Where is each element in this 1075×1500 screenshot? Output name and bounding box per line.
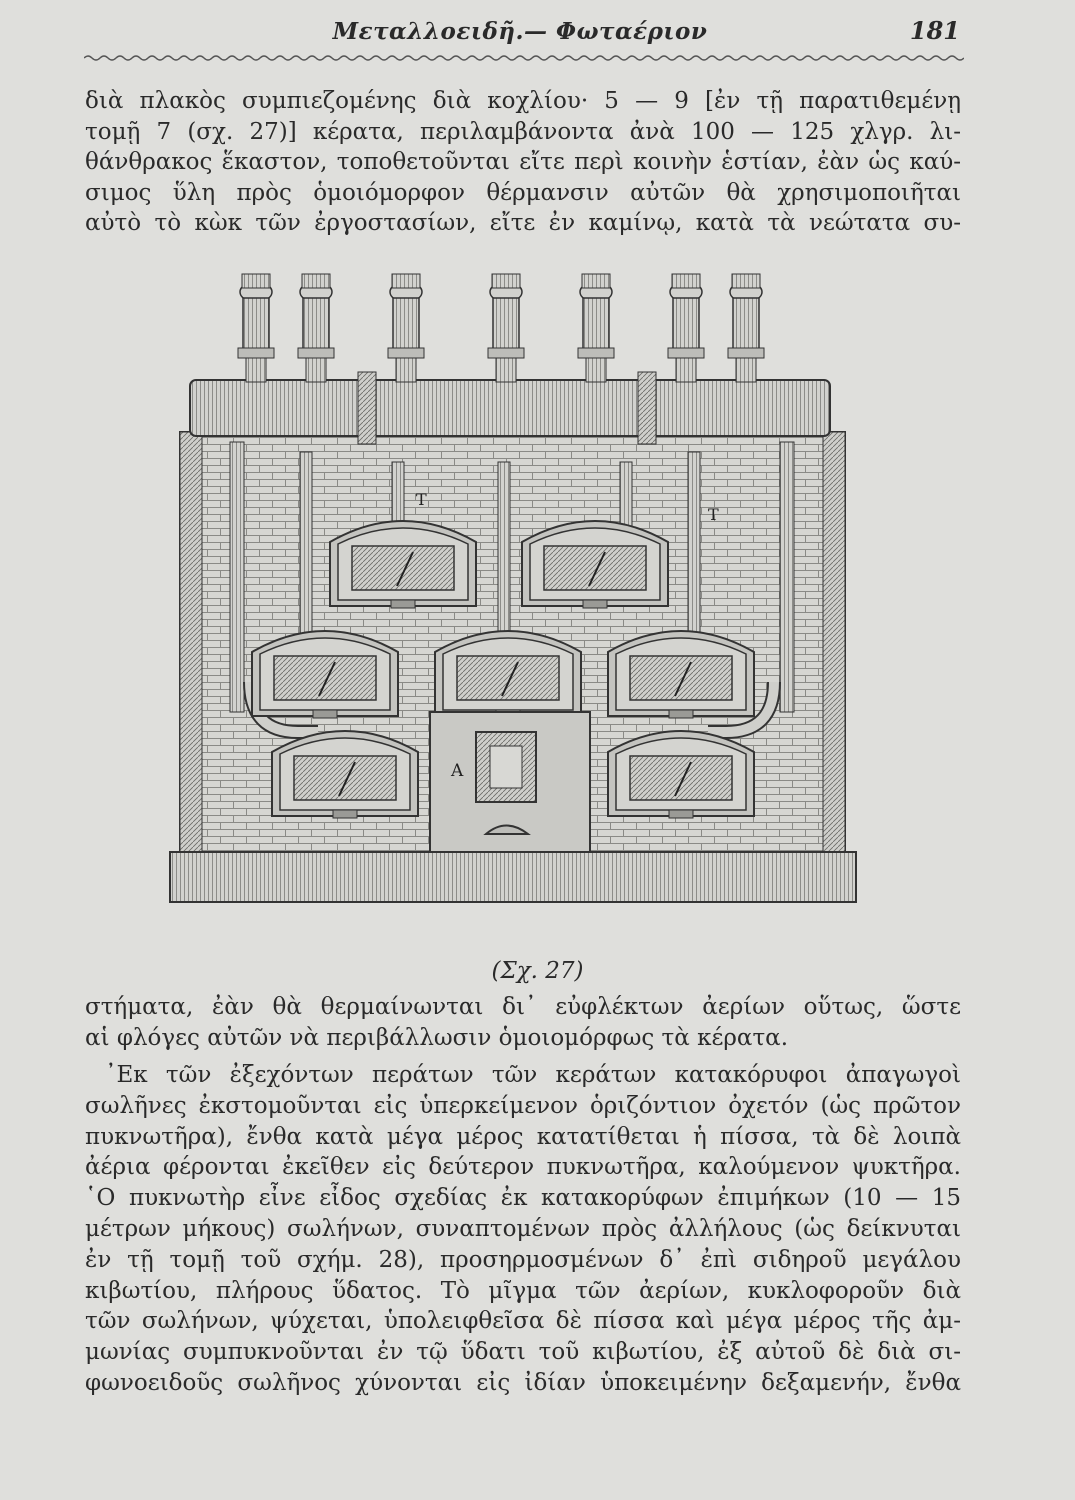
text-line: στήματα, ἐὰν θὰ θερμαίνωνται δι᾽ εὐφλέκτων ἀερίων οὕτως, ὥστε (85, 994, 961, 1020)
text-line: ἀέρια φέρονται ἐκεῖθεν εἰς δεύτερον πυκνωτῆρα, καλούμενον ψυκτῆρα. (85, 1154, 961, 1181)
figure-label-a: A (451, 761, 464, 781)
retort-door (435, 631, 581, 718)
text-line: μέτρων μήκους) σωλήνων, συναπτομένων πρὸς ἀλλήλους (ὡς δείκνυται (85, 1215, 961, 1242)
text-line: πυκνωτῆρα), ἔνθα κατὰ μέγα μέρος κατατίθεται ἡ πίσσα, τὰ δὲ λοιπὰ (85, 1123, 961, 1150)
standpipe (388, 274, 424, 382)
retort-door (252, 631, 398, 718)
header-rule (84, 52, 964, 64)
figure-label-t-left: T (416, 490, 427, 509)
page-header (80, 14, 960, 54)
text-line: διὰ πλακὸς συμπιεζομένης διὰ κοχλίου· 5 — 9 [ἐν τῇ παρατιθεμένῃ (85, 88, 961, 114)
text-line: κιβωτίου, πλήρους ὕδατος. Τὸ μῖγμα τῶν ἀερίων, κυκλοφοροῦν διὰ (85, 1277, 961, 1304)
text-line: αὐτὸ τὸ κὼκ τῶν ἐργοστασίων, εἴτε ἐν καμίνῳ, κατὰ τὰ νεώτατα συ- (85, 210, 961, 236)
standpipes (238, 274, 764, 382)
standpipe (728, 274, 764, 382)
text-line: αἱ φλόγες αὐτῶν νὰ περιβάλλωσιν ὁμοιομόρφως τὰ κέρατα. (85, 1024, 789, 1051)
retort-furnace-illustration (168, 262, 858, 942)
text-line: τομῇ 7 (σχ. 27)] κέρατα, περιλαμβάνοντα ἀνὰ 100 — 125 χλγρ. λι- (85, 118, 961, 145)
text-line: τῶν σωλήνων, ψύχεται, ὑπολειφθεῖσα δὲ πίσσα καὶ μέγα μέρος τῆς ἀμ- (85, 1308, 961, 1335)
standpipe (668, 274, 704, 382)
paragraph-top (85, 86, 961, 239)
text-line: σωλῆνες ἐκστομοῦνται εἰς ὑπερκείμενον ὁριζόντιον ὀχετόν (ὡς πρῶτον (85, 1092, 961, 1119)
retort-door (608, 731, 754, 818)
text-line: ἐν τῇ τομῇ τοῦ σχήμ. 28), προσηρμοσμένων δ᾽ ἐπὶ σιδηροῦ μεγάλου (85, 1246, 961, 1273)
figure-label-t-right: T (708, 505, 719, 524)
retort-door (330, 521, 476, 608)
running-head: Μεταλλοειδῆ.— Φωταέριον (332, 18, 708, 45)
text-line: ῾Ο πυκνωτὴρ εἶνε εἶδος σχεδίας ἐκ κατακορύφων ἐπιμήκων (10 — 15 (85, 1185, 961, 1212)
text-line: θάνθρακος ἕκαστον, τοποθετοῦνται εἴτε περὶ κοινὴν ἑστίαν, ἐὰν ὡς καύ- (85, 149, 961, 175)
paragraph-bottom (85, 1060, 961, 1399)
text-line: φωνοειδοῦς σωλῆνος χύνονται εἰς ἰδίαν ὑποκειμένην δεξαμενήν, ἔνθα (85, 1369, 961, 1396)
retort-door (608, 631, 754, 718)
retort-door (522, 521, 668, 608)
standpipe (238, 274, 274, 382)
text-line: μωνίας συμπυκνοῦνται ἐν τῷ ὕδατι τοῦ κιβωτίου, ἐξ αὐτοῦ δὲ διὰ σι- (85, 1339, 961, 1366)
standpipe (488, 274, 524, 382)
paragraph-mid (85, 992, 961, 1053)
figure-caption: (Σχ. 27) (491, 958, 584, 984)
text-line: ᾽Εκ τῶν ἐξεχόντων περάτων τῶν κεράτων κατακόρυφοι ἀπαγωγοὶ (105, 1062, 961, 1088)
page-number: 181 (909, 16, 960, 45)
standpipe (298, 274, 334, 382)
retort-door (272, 731, 418, 818)
standpipe (578, 274, 614, 382)
text-line: σιμος ὕλη πρὸς ὁμοιόμορφον θέρμανσιν αὐτῶν θὰ χρησιμοποιῆται (85, 179, 961, 206)
